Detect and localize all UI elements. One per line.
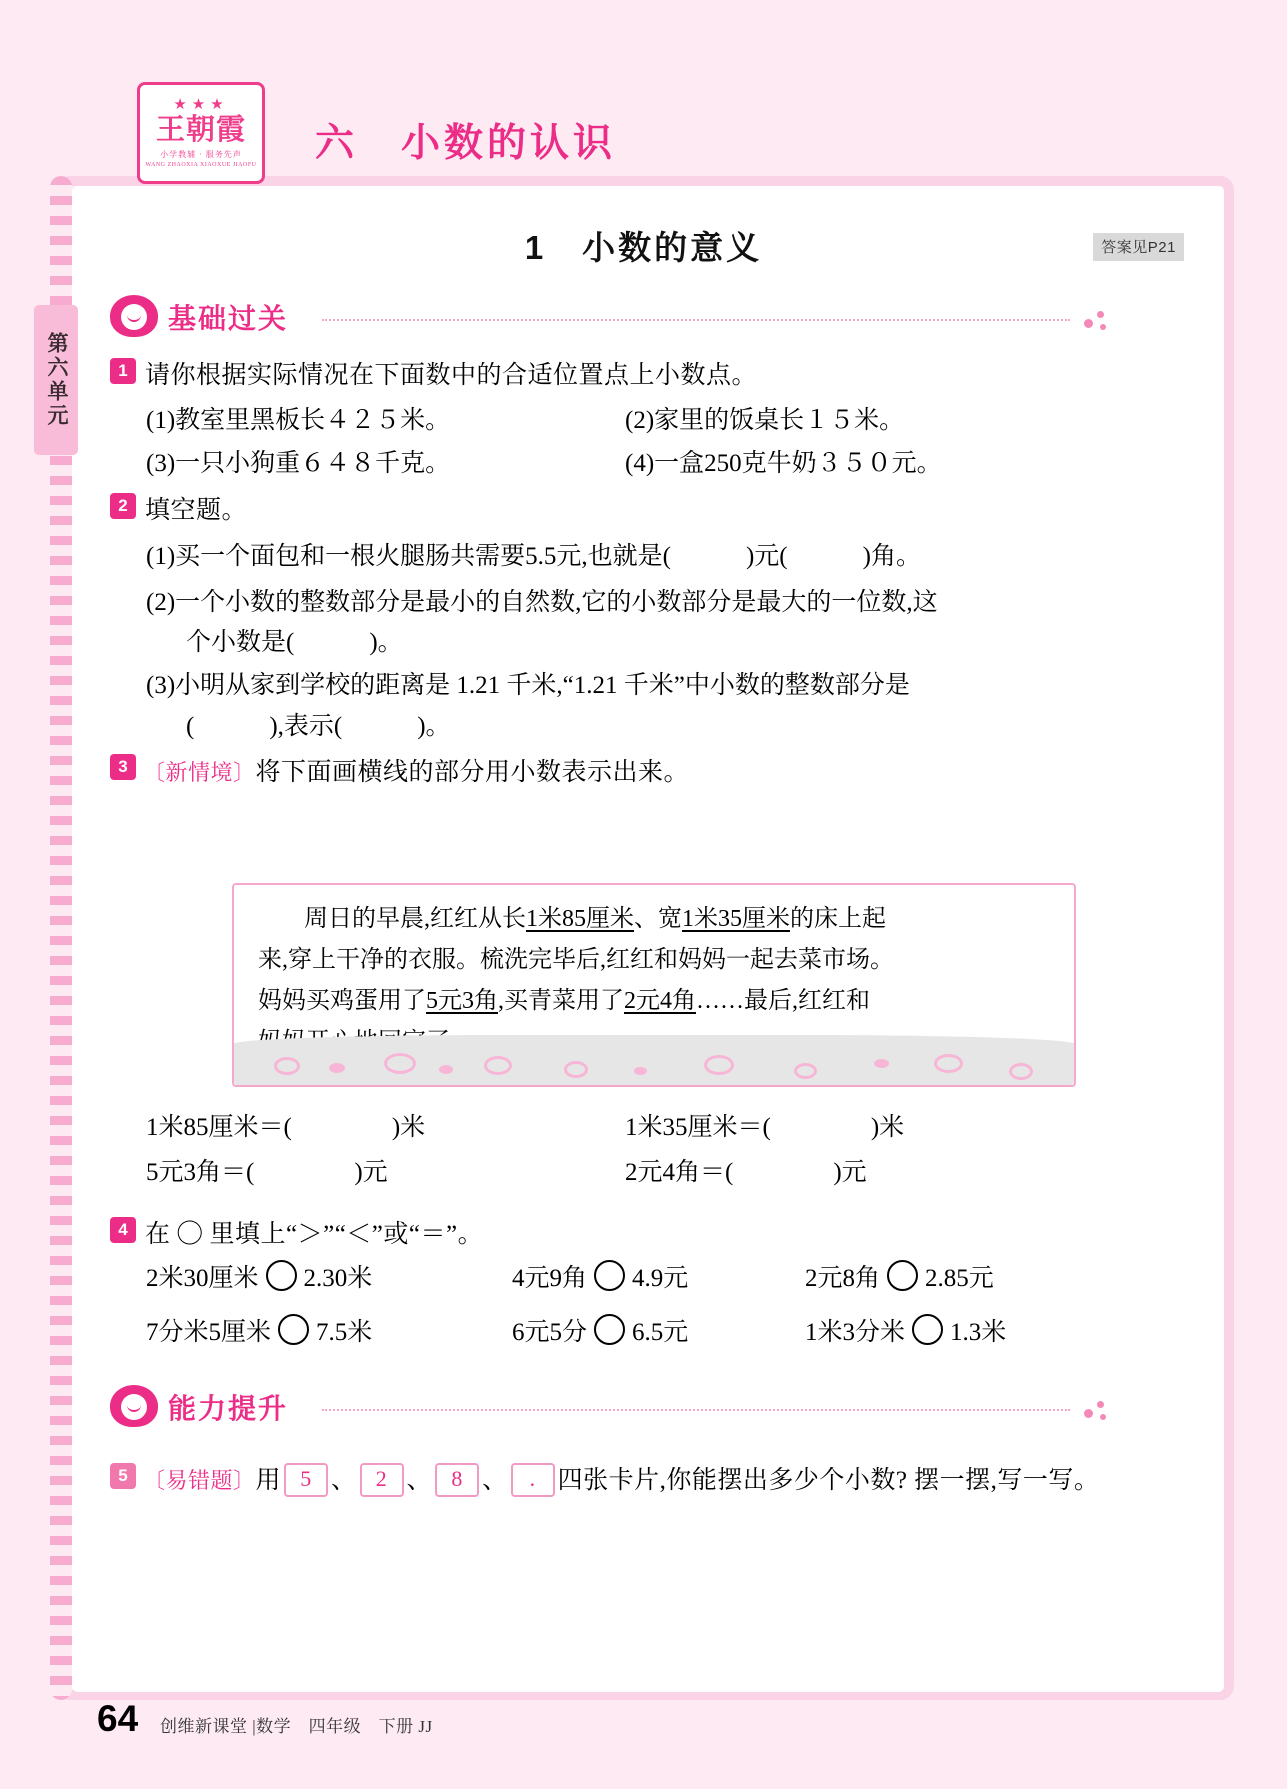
answer-circle[interactable] [594, 1314, 625, 1345]
question-2-item-1: (1)买一个面包和一根火腿肠共需要5.5元,也就是( )元( )角。 [146, 543, 921, 570]
answer-circle[interactable] [266, 1260, 297, 1291]
answer-circle[interactable] [594, 1260, 625, 1291]
question-3-tag: 〔新情境〕 [143, 760, 256, 785]
question-2-item-3-line-1: (3)小明从家到学校的距离是 1.21 千米,“1.21 千米”中小数的整数部分是 [146, 672, 910, 699]
question-1-item-3: (3)一只小狗重６４８千克。 [146, 450, 451, 477]
question-4-item-3: 2元8角 2.85元 [805, 1258, 994, 1294]
question-4-item-6: 1米3分米 1.3米 [805, 1312, 1006, 1348]
answer-circle[interactable] [278, 1314, 309, 1345]
page-number: 64 [97, 1698, 139, 1739]
dots-decoration-icon [1084, 1399, 1110, 1421]
section-label-basic: 基础过关 [168, 303, 289, 334]
unit-title: 六 小数的认识 [315, 122, 617, 165]
number-card-2: 2 [360, 1463, 404, 1497]
question-3-stem: 将下面画横线的部分用小数表示出来。 [255, 759, 690, 786]
question-3-answer-1: 1米85厘米＝( )米 [146, 1114, 426, 1141]
section-header-basic [110, 295, 1110, 341]
section-header-advanced [110, 1385, 1110, 1431]
question-number-1: 1 [110, 358, 136, 384]
question-2-item-2-line-2: 个小数是( )。 [186, 629, 403, 656]
question-number-2: 2 [110, 493, 136, 519]
question-1-item-4: (4)一盒250克牛奶３５０元。 [625, 450, 942, 477]
unit-side-tab: 第六单元 [34, 305, 78, 455]
answer-circle[interactable] [912, 1314, 943, 1345]
underlined-phrase-3: 5元3角 [426, 988, 498, 1014]
pebble-icon [384, 1053, 416, 1074]
question-4-item-5: 6元5分 6.5元 [512, 1312, 688, 1348]
question-1-item-2: (2)家里的饭桌长１５米。 [625, 407, 905, 434]
question-number-3: 3 [110, 754, 136, 780]
number-card-8: 8 [435, 1463, 479, 1497]
question-2-item-3-line-2: ( ),表示( )。 [186, 713, 451, 740]
question-1-item-1: (1)教室里黑板长４２５米。 [146, 407, 451, 434]
pebble-icon [934, 1054, 963, 1073]
answer-circle[interactable] [887, 1260, 918, 1291]
question-4-stem: 在 ◯ 里填上“＞”“＜”或“＝”。 [145, 1221, 484, 1248]
pebble-icon [274, 1057, 300, 1075]
underlined-phrase-2: 1米35厘米 [682, 906, 790, 932]
pebble-icon [634, 1067, 647, 1075]
mascot-icon [110, 1385, 158, 1427]
question-1-stem: 请你根据实际情况在下面数中的合适位置点上小数点。 [145, 362, 758, 389]
logo-pinyin: WANG ZHAOXIA XIAOXUE JIAOFU [145, 161, 257, 168]
footer-text: 创维新课堂 |数学 四年级 下册 JJ [160, 1717, 433, 1736]
question-5-stem: 〔易错题〕用 5 、 2 、 8 、 . 四张卡片,你能摆出多少个小数? 摆一摆,写一写。 [143, 1460, 1099, 1497]
pebble-icon [564, 1061, 588, 1078]
number-card-5: 5 [284, 1463, 328, 1497]
question-number-4: 4 [110, 1217, 136, 1243]
number-card-dot: . [511, 1463, 555, 1497]
question-3-answer-3: 5元3角＝( )元 [146, 1159, 388, 1186]
underlined-phrase-1: 1米85厘米 [526, 906, 634, 932]
story-line-2: 来,穿上干净的衣服。梳洗完毕后,红红和妈妈一起去菜市场。 [258, 947, 894, 973]
pebble-icon [439, 1065, 453, 1074]
pebble-icon [484, 1056, 512, 1075]
question-3-answer-4: 2元4角＝( )元 [625, 1159, 867, 1186]
section-divider [322, 1409, 1070, 1411]
ground-decoration [234, 1043, 1074, 1085]
pebble-icon [704, 1055, 734, 1075]
section-divider [322, 319, 1070, 321]
story-line-3: 妈妈买鸡蛋用了5元3角,买青菜用了2元4角……最后,红红和 [258, 988, 870, 1014]
logo-stars: ★★★ [173, 97, 229, 114]
page-title: 1 小数的意义 [524, 229, 763, 266]
brand-logo [137, 82, 265, 184]
underlined-phrase-4: 2元4角 [624, 988, 696, 1014]
pebble-icon [329, 1063, 345, 1073]
pebble-icon [794, 1063, 817, 1079]
story-line-1: 周日的早晨,红红从长1米85厘米、宽1米35厘米的床上起 [304, 906, 886, 932]
logo-subtitle: 小学教辅 · 服务先声 [160, 149, 242, 159]
section-label-advanced: 能力提升 [168, 1393, 289, 1424]
pebble-icon [874, 1059, 889, 1068]
mascot-icon [110, 295, 158, 337]
question-4-item-1: 2米30厘米 2.30米 [146, 1258, 372, 1294]
question-4-item-2: 4元9角 4.9元 [512, 1258, 688, 1294]
question-3-answer-2: 1米35厘米＝( )米 [625, 1114, 905, 1141]
question-number-5: 5 [110, 1463, 136, 1489]
question-4-item-4: 7分米5厘米 7.5米 [146, 1312, 372, 1348]
question-2-stem: 填空题。 [145, 497, 248, 524]
story-passage-box [232, 883, 1076, 1087]
logo-title: 王朝霞 [155, 114, 246, 147]
answer-reference-badge: 答案见P21 [1093, 233, 1184, 261]
dots-decoration-icon [1084, 309, 1110, 331]
pebble-icon [1009, 1063, 1033, 1080]
question-5-tag: 〔易错题〕 [143, 1468, 256, 1493]
question-2-item-2-line-1: (2)一个小数的整数部分是最小的自然数,它的小数部分是最大的一位数,这 [146, 589, 938, 616]
